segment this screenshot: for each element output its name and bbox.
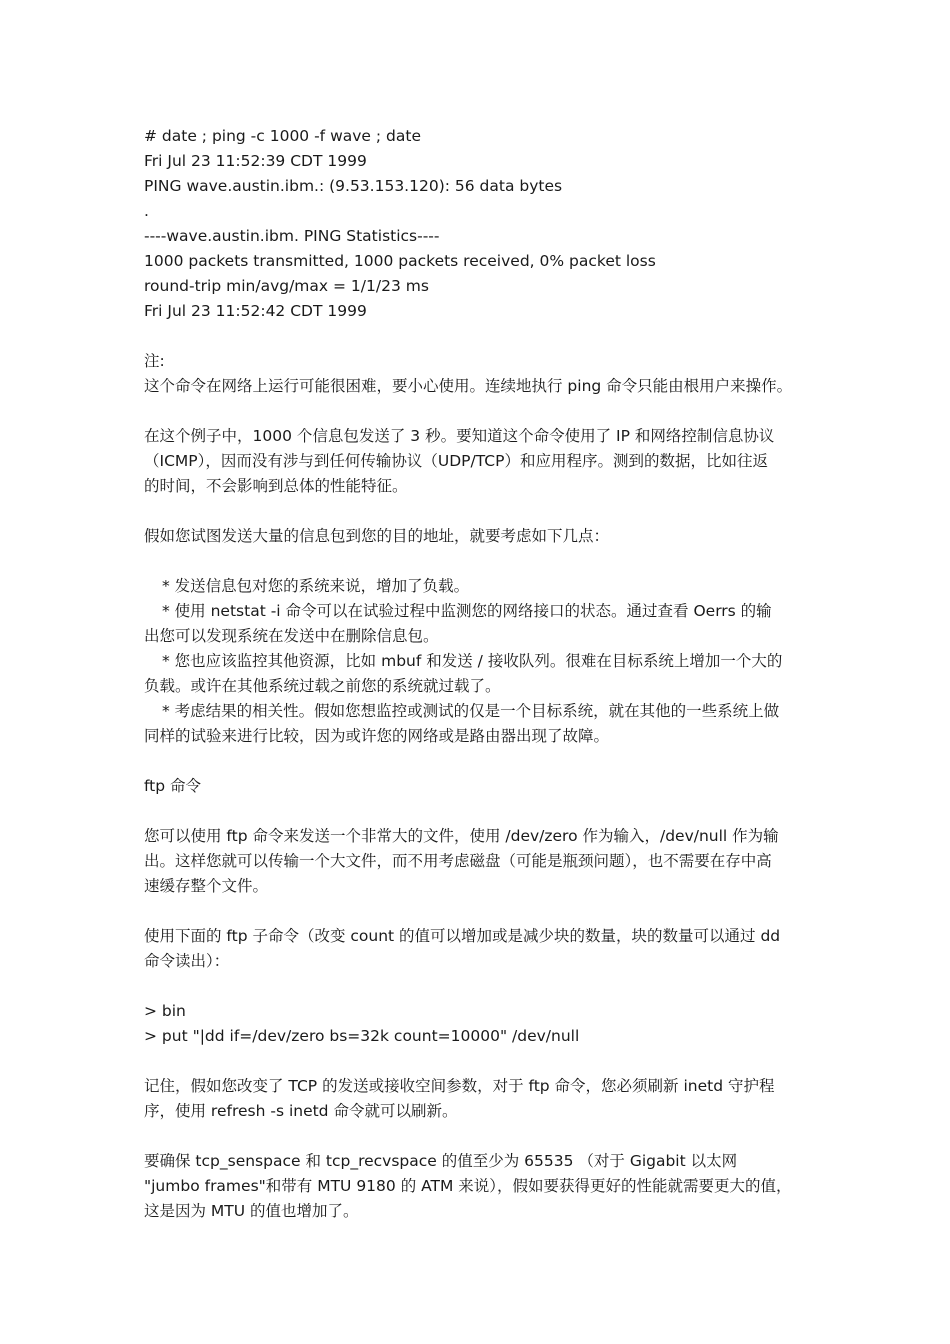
note-block <box>144 349 824 399</box>
paragraph-line: 记住，假如您改变了 TCP 的发送或接收空间参数，对于 ftp 命令，您必须刷新 inetd 守护程 <box>144 1077 775 1095</box>
paragraph-line: 的时间，不会影响到总体的性能特征。 <box>144 477 408 495</box>
paragraph-line: 序，使用 refresh -s inetd 命令就可以刷新。 <box>144 1102 458 1120</box>
paragraph-line: 速缓存整个文件。 <box>144 877 269 895</box>
list-item-continuation: 负载。或许在其他系统过载之前您的系统就过载了。 <box>144 677 501 695</box>
ping-command-line: # date ; ping -c 1000 -f wave ; date <box>144 127 421 145</box>
example-paragraph <box>144 424 824 499</box>
section-heading-ftp: ftp 命令 <box>144 777 202 795</box>
note-text: 这个命令在网络上运行可能很困难，要小心使用。连续地执行 ping 命令只能由根用户来操作。 <box>144 377 793 395</box>
ping-dot-line: . <box>144 202 149 220</box>
spacer <box>144 399 824 424</box>
list-item: * 考虑结果的相关性。假如您想监控或测试的仅是一个目标系统，就在其他的一些系统上做 <box>162 702 780 720</box>
list-item: * 使用 netstat -i 命令可以在试验过程中监测您的网络接口的状态。通过查看 Oerrs 的输 <box>162 602 772 620</box>
document-page <box>144 124 824 1224</box>
tcp-paragraph <box>144 1149 824 1224</box>
command-line: > bin <box>144 1002 186 1020</box>
subcommand-paragraph <box>144 924 824 974</box>
ping-output-block <box>144 124 824 324</box>
paragraph-line: 这是因为 MTU 的值也增加了。 <box>144 1202 359 1220</box>
paragraph-line: 在这个例子中，1000 个信息包发送了 3 秒。要知道这个命令使用了 IP 和网络控制信息协议 <box>144 427 775 445</box>
ftp-paragraph <box>144 824 824 899</box>
consider-intro: 假如您试图发送大量的信息包到您的目的地址，就要考虑如下几点： <box>144 527 610 545</box>
paragraph-line: （ICMP），因而没有涉与到任何传输协议（UDP/TCP）和应用程序。测到的数据，比如往返 <box>144 452 768 470</box>
paragraph-line: "jumbo frames"和带有 MTU 9180 的 ATM 来说），假如要获得更好的性能就需要更大的值， <box>144 1177 792 1195</box>
note-label: 注: <box>144 352 165 370</box>
paragraph-line: 出。这样您就可以传输一个大文件，而不用考虑磁盘（可能是瓶颈问题），也不需要在存中高 <box>144 852 772 870</box>
paragraph-line: 要确保 tcp_senspace 和 tcp_recvspace 的值至少为 65535 （对于 Gigabit 以太网 <box>144 1152 738 1170</box>
list-item: * 发送信息包对您的系统来说，增加了负载。 <box>162 577 470 595</box>
list-item: * 您也应该监控其他资源，比如 mbuf 和发送 / 接收队列。很难在目标系统上增加一个大的 <box>162 652 783 670</box>
spacer <box>144 749 824 774</box>
paragraph-line: 您可以使用 ftp 命令来发送一个非常大的文件，使用 /dev/zero 作为输入，/dev/null 作为输 <box>144 827 779 845</box>
spacer <box>144 974 824 999</box>
command-line: > put "|dd if=/dev/zero bs=32k count=10000" /dev/null <box>144 1027 580 1045</box>
spacer <box>144 324 824 349</box>
spacer <box>144 549 824 574</box>
list-item-continuation: 出您可以发现系统在发送中在删除信息包。 <box>144 627 439 645</box>
ftp-commands-block <box>144 999 824 1049</box>
spacer <box>144 1124 824 1149</box>
ping-header-line: PING wave.austin.ibm.: (9.53.153.120): 56 data bytes <box>144 177 563 195</box>
spacer <box>144 799 824 824</box>
paragraph-line: 使用下面的 ftp 子命令（改变 count 的值可以增加或是减少块的数量，块的数量可以通过 dd <box>144 927 781 945</box>
ping-packets-line: 1000 packets transmitted, 1000 packets received, 0% packet loss <box>144 252 656 270</box>
start-time-line: Fri Jul 23 11:52:39 CDT 1999 <box>144 152 367 170</box>
ping-rtt-line: round-trip min/avg/max = 1/1/23 ms <box>144 277 429 295</box>
inetd-paragraph <box>144 1074 824 1124</box>
spacer <box>144 499 824 524</box>
spacer <box>144 1049 824 1074</box>
end-time-line: Fri Jul 23 11:52:42 CDT 1999 <box>144 302 367 320</box>
ping-stats-header: ----wave.austin.ibm. PING Statistics---- <box>144 227 440 245</box>
spacer <box>144 899 824 924</box>
list-item-continuation: 同样的试验来进行比较，因为或许您的网络或是路由器出现了故障。 <box>144 727 610 745</box>
considerations-list <box>144 574 824 749</box>
paragraph-line: 命令读出）： <box>144 952 230 970</box>
